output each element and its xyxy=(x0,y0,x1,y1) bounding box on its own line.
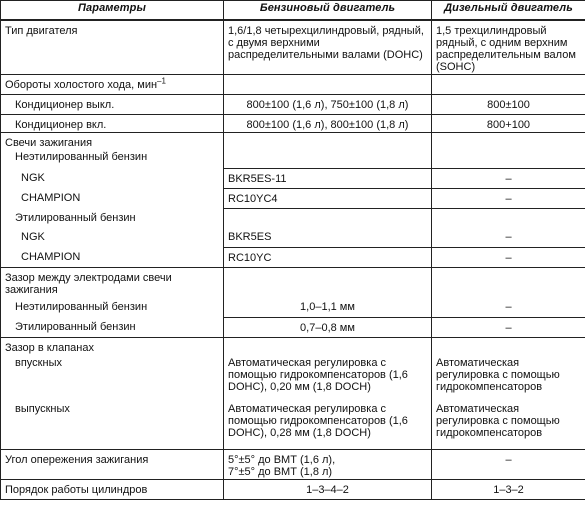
plugs-champion-unleaded: RC10YC4 xyxy=(224,188,432,208)
gap-unleaded-diesel: – xyxy=(432,297,585,317)
timing-label: Угол опережения зажигания xyxy=(1,449,224,479)
valves-exhaust-label: выпускных xyxy=(1,399,224,449)
valves-label: Зазор в клапанах xyxy=(1,337,224,357)
plugs-unleaded-label: Неэтилированный бензин xyxy=(1,151,224,168)
plugs-ngk-label: NGK xyxy=(1,168,224,188)
header-diesel: Дизельный двигатель xyxy=(432,1,585,21)
row-valves-header xyxy=(1,337,585,357)
timing-petrol xyxy=(224,449,432,479)
timing-petrol-line1: 5°±5° до ВМТ (1,6 л), xyxy=(228,453,336,466)
row-plugs-ngk-unleaded xyxy=(1,168,585,188)
plugs-ngk-unleaded-diesel: – xyxy=(432,168,585,188)
engine-type-label: Тип двигателя xyxy=(1,20,224,74)
plugs-label: Свечи зажигания xyxy=(1,132,224,151)
row-plugs-ngk-leaded xyxy=(1,227,585,247)
plugs-ngk-leaded-diesel: – xyxy=(432,227,585,247)
firing-petrol: 1–3–4–2 xyxy=(224,479,432,499)
plugs-champion-leaded-diesel: – xyxy=(432,247,585,267)
plugs-ngk-label-2: NGK xyxy=(1,227,224,247)
row-plugs-leaded xyxy=(1,208,585,227)
gap-leaded-label: Этилированный бензин xyxy=(1,317,224,337)
row-plugs-header xyxy=(1,132,585,151)
gap-leaded-petrol: 0,7–0,8 мм xyxy=(224,317,432,337)
valves-exhaust-diesel: Автоматическая регулировка с помощью гидрокомпенсаторов xyxy=(432,399,585,449)
plugs-ngk-leaded: BKR5ES xyxy=(224,227,432,247)
gap-leaded-diesel: – xyxy=(432,317,585,337)
valves-intake-petrol: Автоматическая регулировка с помощью гидрокомпенсаторов (1,6 DOHC), 0,20 мм (1,8 DOCH) xyxy=(224,357,432,399)
header-params: Параметры xyxy=(1,1,224,21)
row-gap-header xyxy=(1,267,585,297)
idle-ac-on-petrol: 800±100 (1,6 л), 800±100 (1,8 л) xyxy=(224,114,432,132)
row-idle-ac-on xyxy=(1,114,585,132)
row-firing-order xyxy=(1,479,585,499)
plugs-champion-unleaded-diesel: – xyxy=(432,188,585,208)
plugs-ngk-unleaded: BKR5ES-11 xyxy=(224,168,432,188)
row-plugs-unleaded xyxy=(1,151,585,168)
plugs-champion-label-2: CHAMPION xyxy=(1,247,224,267)
header-petrol: Бензиновый двигатель xyxy=(224,1,432,21)
engine-type-diesel: 1,5 трехцилиндровый рядный, с одним верхним распределительным валом (SOHC) xyxy=(432,20,585,74)
row-gap-leaded xyxy=(1,317,585,337)
firing-diesel: 1–3–2 xyxy=(432,479,585,499)
firing-label: Порядок работы цилиндров xyxy=(1,479,224,499)
idle-ac-off-petrol: 800±100 (1,6 л), 750±100 (1,8 л) xyxy=(224,94,432,114)
plugs-leaded-label: Этилированный бензин xyxy=(1,208,224,227)
row-engine-type xyxy=(1,20,585,74)
table-header-row xyxy=(1,1,585,21)
row-idle-header xyxy=(1,74,585,94)
idle-ac-off-diesel: 800±100 xyxy=(432,94,585,114)
gap-unleaded-petrol: 1,0–1,1 мм xyxy=(224,297,432,317)
timing-petrol-line2: 7°±5° до ВМТ (1,8 л) xyxy=(228,465,333,478)
row-timing xyxy=(1,449,585,479)
idle-label-sup: –1 xyxy=(157,75,166,85)
row-gap-unleaded xyxy=(1,297,585,317)
row-plugs-champion-unleaded xyxy=(1,188,585,208)
row-plugs-champion-leaded xyxy=(1,247,585,267)
valves-intake-diesel: Автоматическая регулировка с помощью гидрокомпенсаторов xyxy=(432,357,585,399)
row-valves-intake xyxy=(1,357,585,399)
idle-ac-on-label: Кондиционер вкл. xyxy=(1,114,224,132)
idle-label: Обороты холостого хода, мин$^{-1}$ xyxy=(1,74,224,94)
idle-ac-on-diesel: 800+100 xyxy=(432,114,585,132)
row-valves-exhaust xyxy=(1,399,585,449)
valves-exhaust-petrol: Автоматическая регулировка с помощью гидрокомпенсаторов (1,6 DOHC), 0,28 мм (1,8 DOCH) xyxy=(224,399,432,449)
engine-type-petrol: 1,6/1,8 четырехцилиндровый, рядный, с двумя верхними распределительными валами (DOHC) xyxy=(224,20,432,74)
row-idle-ac-off xyxy=(1,94,585,114)
idle-ac-off-label: Кондиционер выкл. xyxy=(1,94,224,114)
gap-unleaded-label: Неэтилированный бензин xyxy=(1,297,224,317)
valves-intake-label: впускных xyxy=(1,357,224,399)
plugs-champion-label: CHAMPION xyxy=(1,188,224,208)
gap-label: Зазор между электродами свечи зажигания xyxy=(1,267,224,297)
plugs-champion-leaded: RC10YC xyxy=(224,247,432,267)
timing-diesel: – xyxy=(432,449,585,479)
